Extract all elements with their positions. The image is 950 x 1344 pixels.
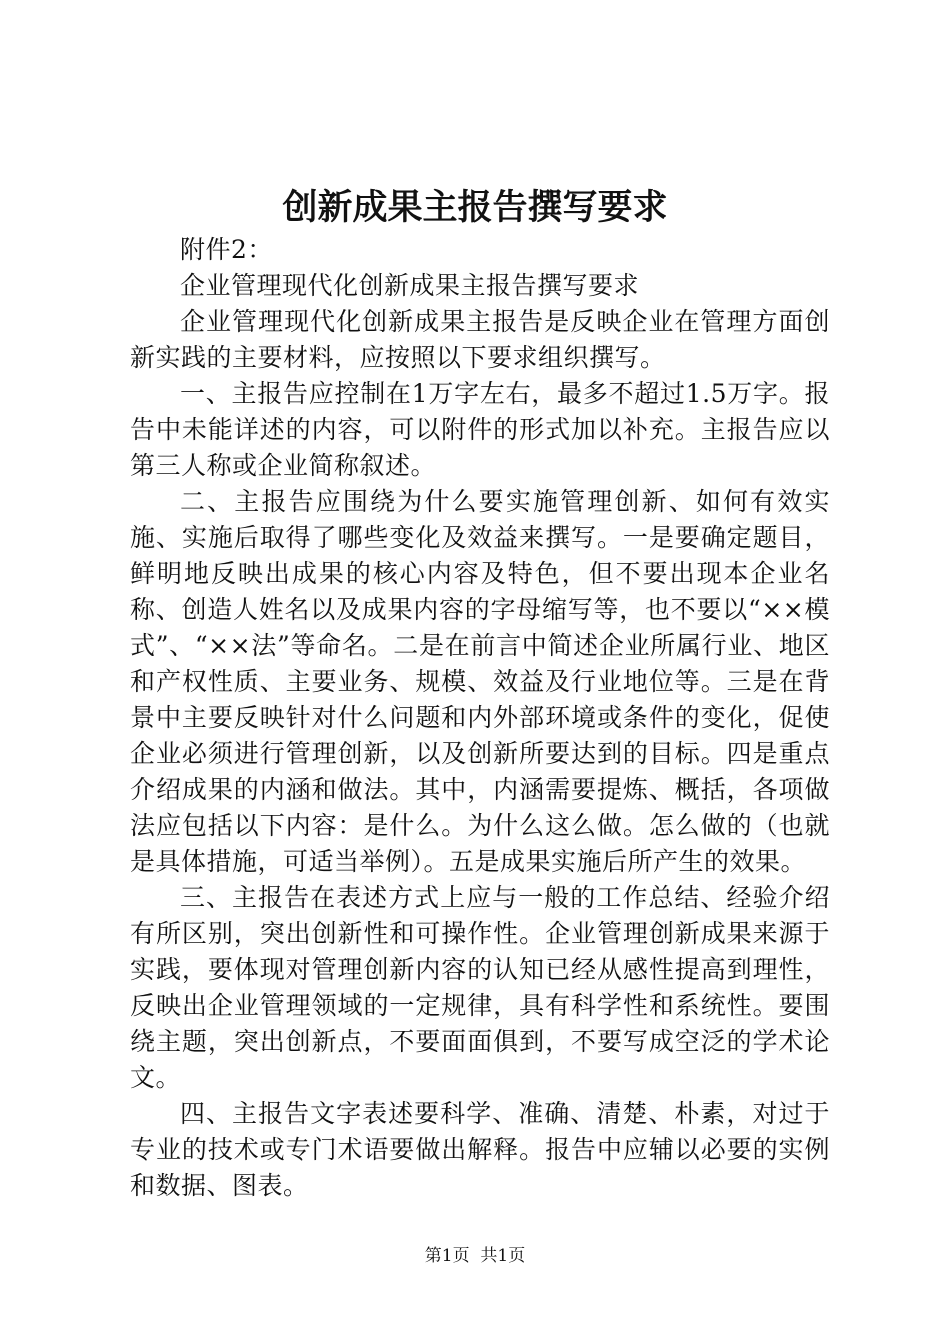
page-number: 第1页	[424, 1246, 470, 1266]
document-body	[130, 232, 830, 1204]
page-title: 创新成果主报告撰写要求	[282, 187, 668, 228]
page-footer	[0, 1244, 950, 1268]
requirement-paragraph-3: 三、主报告在表述方式上应与一般的工作总结、经验介绍有所区别，突出创新性和可操作性。企业管理创新成果来源于实践，要体现对管理创新内容的认知已经从感性提高到理性，反映出企业管理领域的一定规律，具有科学性和系统性。要围绕主题，突出创新点，不要面面俱到，不要写成空泛的学术论文。	[130, 883, 830, 1092]
attachment-label: 附件2：	[180, 235, 273, 264]
intro-paragraph: 企业管理现代化创新成果主报告是反映企业在管理方面创新实践的主要材料，应按照以下要求组织撰写。	[130, 307, 830, 372]
requirement-paragraph-4: 四、主报告文字表述要科学、准确、清楚、朴素，对过于专业的技术或专门术语要做出解释。报告中应辅以必要的实例和数据、图表。	[130, 1099, 830, 1200]
document-subtitle: 企业管理现代化创新成果主报告撰写要求	[180, 271, 640, 300]
page-total: 共1页	[480, 1246, 526, 1266]
requirement-paragraph-1: 一、主报告应控制在1万字左右，最多不超过1.5万字。报告中未能详述的内容，可以附件的形式加以补充。主报告应以第三人称或企业简称叙述。	[130, 379, 830, 480]
requirement-paragraph-2: 二、主报告应围绕为什么要实施管理创新、如何有效实施、实施后取得了哪些变化及效益来撰写。一是要确定题目，鲜明地反映出成果的核心内容及特色，但不要出现本企业名称、创造人姓名以及成果内容的字母缩写等，也不要以“××模式”、“××法”等命名。二是在前言中简述企业所属行业、地区和产权性质、主要业务、规模、效益及行业地位等。三是在背景中主要反映针对什么问题和内外部环境或条件的变化，促使企业必须进行管理创新，以及创新所要达到的目标。四是重点介绍成果的内涵和做法。其中，内涵需要提炼、概括，各项做法应包括以下内容：是什么。为什么这么做。怎么做的（也就是具体措施，可适当举例）。五是成果实施后所产生的效果。	[130, 487, 830, 876]
